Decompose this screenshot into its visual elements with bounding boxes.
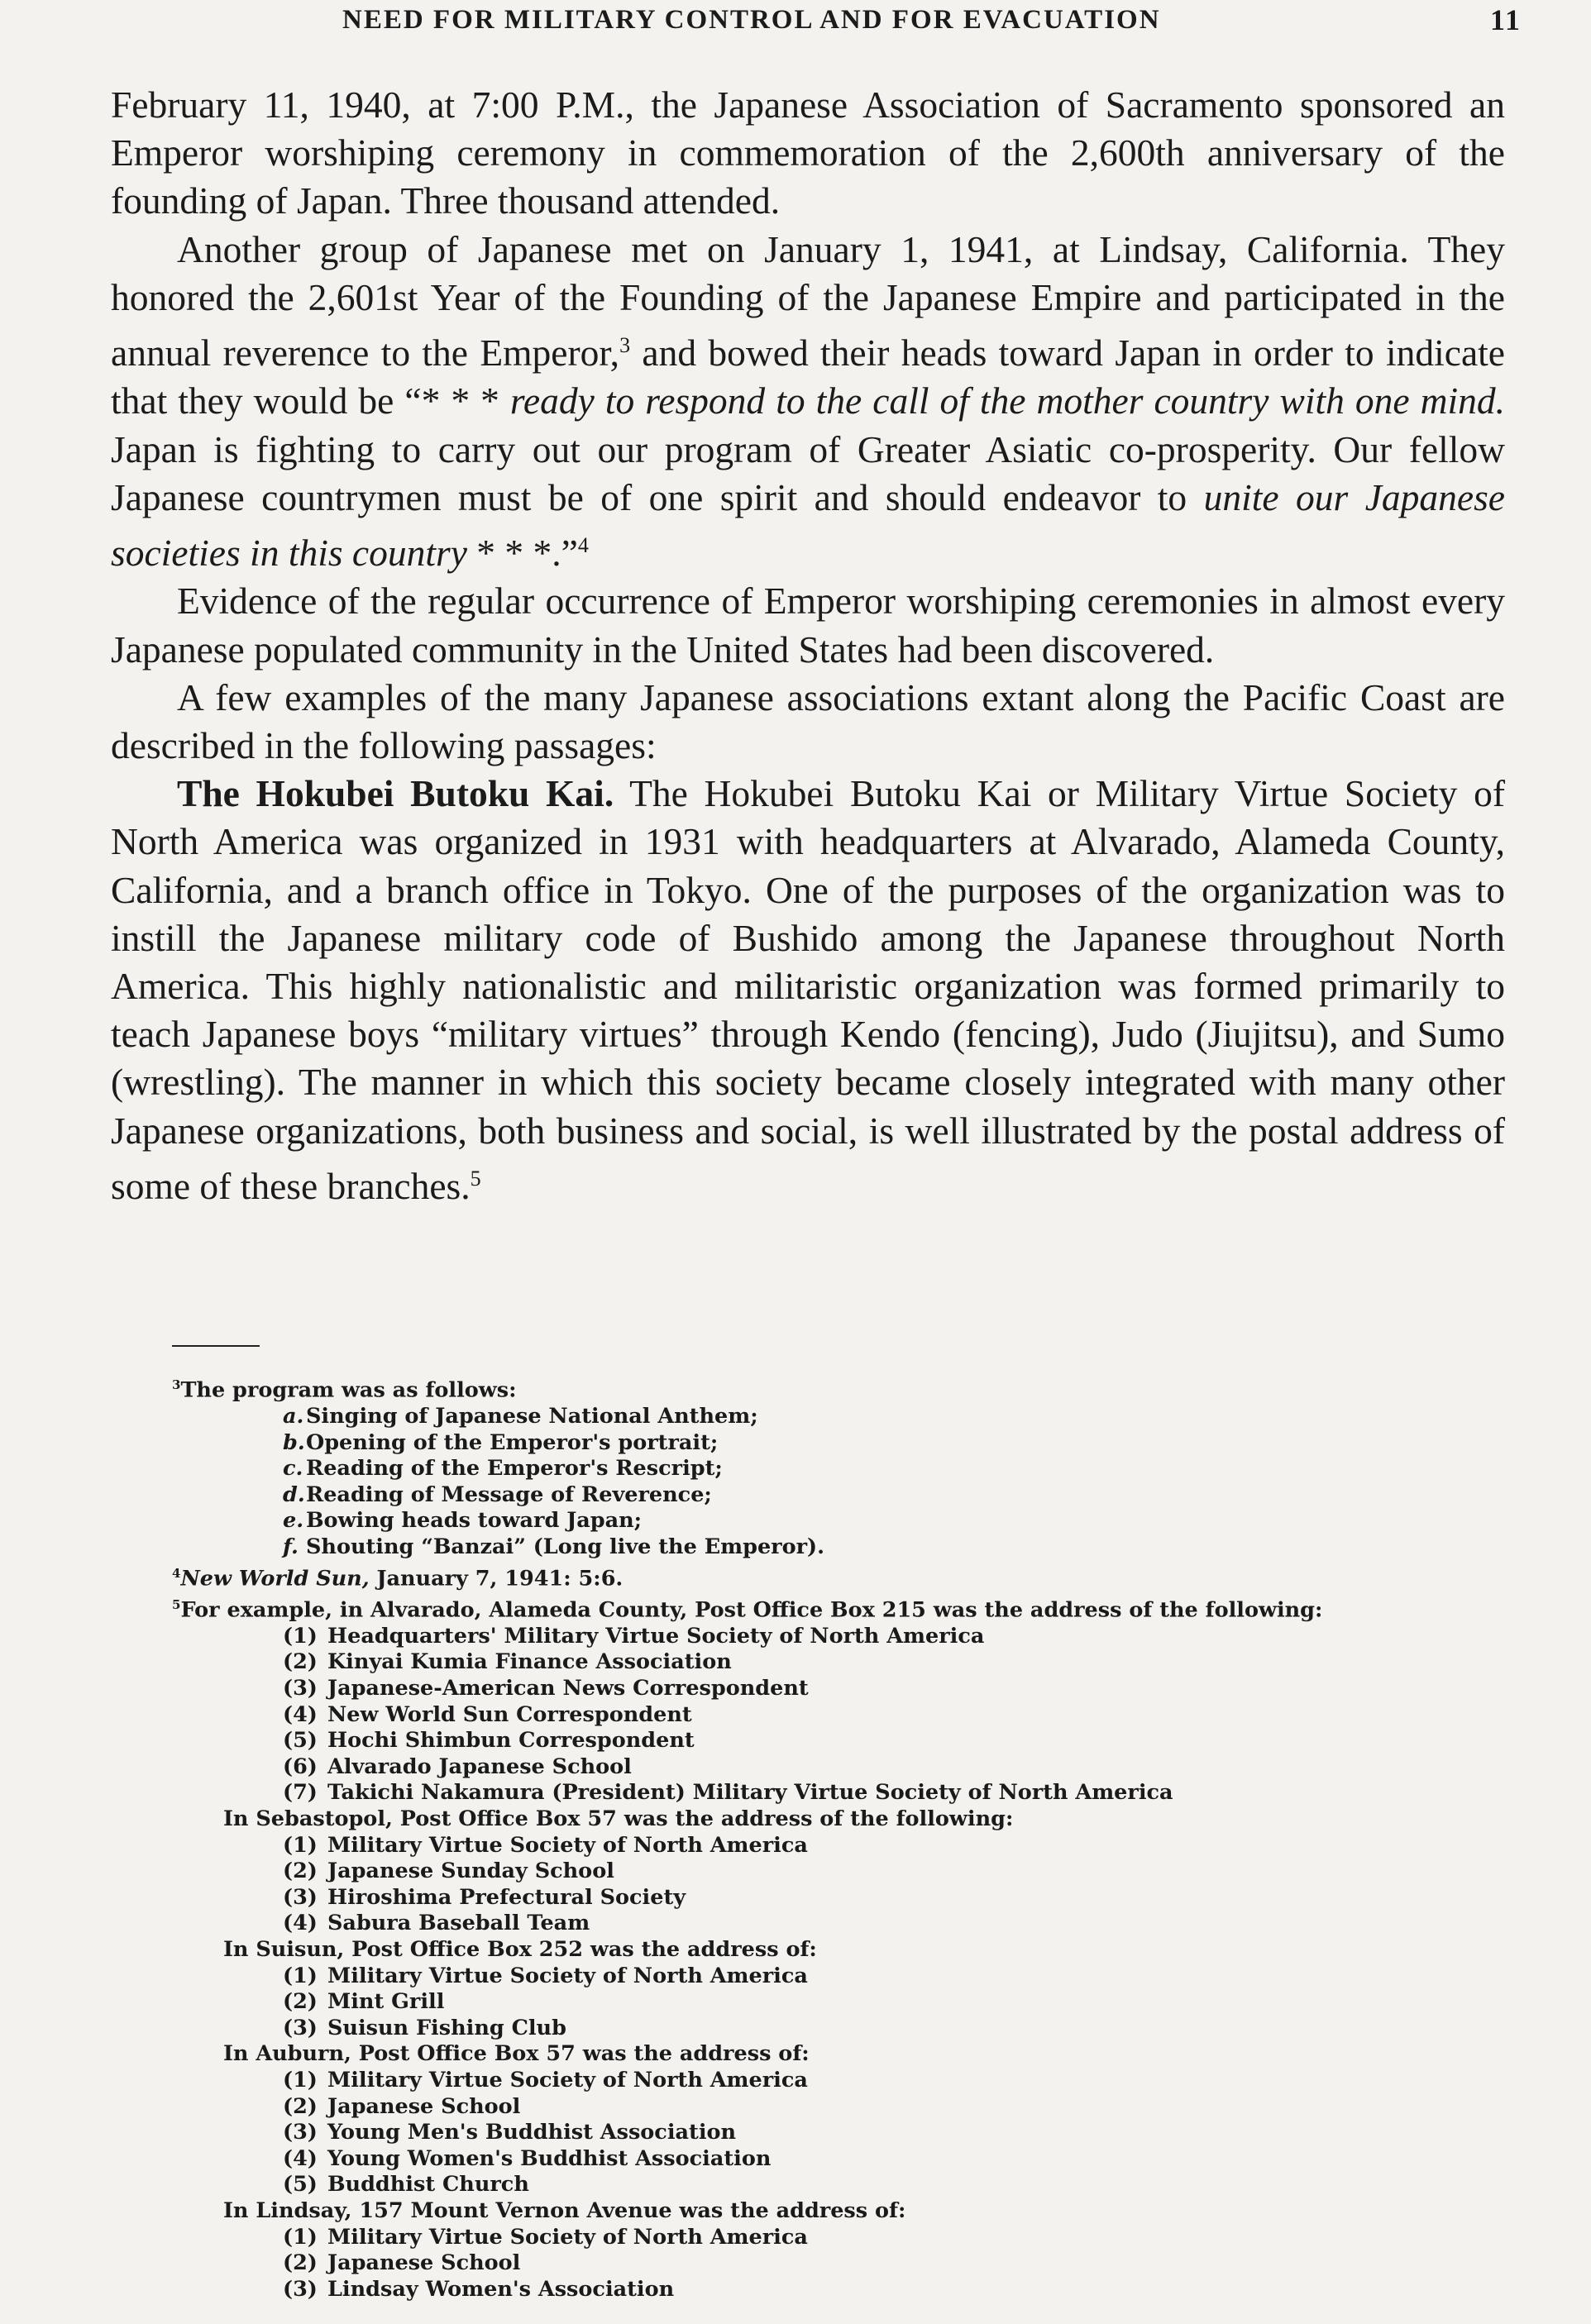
item-text: Mint Grill	[327, 1989, 445, 2015]
p5-text: The Hokubei Butoku Kai or Military Virtue Society of North America was organized in 1931 with headquarters at Alvarado, Alameda County, California, and a branch office in Tokyo. One of the purposes of the organization was to instill the Japanese military code of Bushido among the Japanese throughout North America. This highly nationalistic and militaristic organization was formed primarily to teach Japanese boys “military virtues” through Kendo (fencing), Judo (Jiujitsu), and Sumo (wrestling). The manner in which this society became closely integrated with many other Japanese organizations, both business and social, is well illustrated by the postal address of some of these branches.	[111, 772, 1505, 1207]
program-item-letter: d.	[283, 1482, 305, 1507]
alvarado-address-item	[172, 1754, 1479, 1781]
item-text: Japanese School	[327, 2250, 521, 2276]
program-item-text: Opening of the Emperor's portrait;	[306, 1429, 719, 1455]
program-item-text: Reading of Message of Reverence;	[306, 1482, 712, 1507]
item-text: Military Virtue Society of North America	[327, 2224, 808, 2250]
item-number: (6)	[283, 1754, 318, 1779]
auburn-address-item	[172, 2068, 1479, 2094]
program-item	[172, 1456, 1479, 1482]
paragraph-5	[111, 770, 1505, 1210]
item-number: (2)	[283, 2093, 318, 2119]
suisun-address-item	[172, 1989, 1479, 2016]
suisun-address-item	[172, 1964, 1479, 1990]
lindsay-heading: In Lindsay, 157 Mount Vernon Avenue was the address of:	[223, 2198, 906, 2223]
p2-text-c: Japan is fighting to carry out our program of Greater Asiatic co-prosperity. Our fellow Japanese countrymen must be of one spirit and should endeavor to	[111, 427, 1505, 518]
auburn-heading: In Auburn, Post Office Box 57 was the address of:	[223, 2041, 810, 2067]
alvarado-address-item	[172, 1780, 1479, 1806]
program-item-text: Shouting “Banzai” (Long live the Emperor).	[306, 1534, 824, 1560]
program-item	[172, 1508, 1479, 1534]
p2-italic-1: ready to respond to the call of the mother country with one mind.	[509, 379, 1505, 422]
item-number: (7)	[283, 1780, 318, 1806]
alvarado-address-item	[172, 1728, 1479, 1754]
footnote-ref-5[interactable]: 5	[470, 1166, 481, 1191]
footnote-5-marker: 5	[172, 1596, 181, 1612]
footnote-ref-3[interactable]: 3	[619, 333, 631, 358]
program-item	[172, 1482, 1479, 1509]
program-item-text: Reading of the Emperor's Rescript;	[306, 1456, 723, 1482]
item-text: Buddhist Church	[327, 2172, 529, 2198]
program-item-letter: e.	[283, 1508, 304, 1534]
footnote-3-intro: The program was as follows:	[180, 1377, 517, 1403]
item-number: (3)	[283, 2015, 318, 2040]
item-number: (1)	[283, 2224, 318, 2250]
item-text: New World Sun Correspondent	[327, 1701, 692, 1727]
auburn-list	[172, 2068, 1479, 2198]
sebastopol-address-item	[172, 1885, 1479, 1911]
lindsay-address-item	[172, 2250, 1479, 2277]
lindsay-address-item	[172, 2225, 1479, 2251]
footnote-5-intro: For example, in Alvarado, Alameda County, Post Office Box 215 was the address of the following:	[180, 1597, 1323, 1623]
footnotes	[172, 1372, 1479, 2303]
item-number: (2)	[283, 1649, 318, 1675]
item-text: Military Virtue Society of North America	[327, 1832, 808, 1858]
footnote-3-list	[172, 1404, 1479, 1561]
program-item-text: Bowing heads toward Japan;	[306, 1508, 643, 1534]
program-item-letter: a.	[283, 1404, 304, 1429]
paragraph-1: February 11, 1940, at 7:00 P.M., the Japanese Association of Sacramento sponsored an Emperor worshiping ceremony in commemoration of the 2,600th anniversary of the founding of Japan. Three thousand attended.	[111, 84, 1505, 222]
paragraph-3: Evidence of the regular occurrence of Emperor worshiping ceremonies in almost every Japanese populated community in the United States had been discovered.	[111, 580, 1505, 670]
item-number: (2)	[283, 1859, 318, 1884]
item-text: Hochi Shimbun Correspondent	[327, 1728, 695, 1754]
lindsay-list	[172, 2225, 1479, 2303]
p2-italic-2: unite our Japanese societies in this country	[111, 475, 1505, 575]
suisun-address-item	[172, 2016, 1479, 2042]
program-item-letter: f.	[283, 1534, 299, 1560]
program-item	[172, 1430, 1479, 1457]
page-number: 11	[1489, 3, 1522, 36]
sebastopol-address-item	[172, 1911, 1479, 1937]
lindsay-address-item	[172, 2277, 1479, 2303]
sebastopol-list	[172, 1833, 1479, 1937]
item-number: (1)	[283, 1832, 318, 1858]
auburn-address-item	[172, 2146, 1479, 2173]
alvarado-address-item	[172, 1676, 1479, 1702]
program-item-letter: c.	[283, 1456, 303, 1482]
footnote-3	[172, 1372, 1479, 1404]
body-text	[111, 81, 1505, 1210]
item-number: (2)	[283, 1989, 318, 2015]
section-run-in-heading: The Hokubei Butoku Kai.	[177, 772, 614, 815]
footnote-5	[172, 1592, 1479, 1624]
item-text: Lindsay Women's Association	[327, 2276, 675, 2302]
alvarado-list	[172, 1624, 1479, 1806]
suisun-list	[172, 1964, 1479, 2042]
item-number: (3)	[283, 1884, 318, 1910]
auburn-address-item	[172, 2172, 1479, 2198]
item-number: (2)	[283, 2250, 318, 2276]
item-text: Japanese Sunday School	[327, 1859, 614, 1884]
item-text: Headquarters' Military Virtue Society of North America	[327, 1623, 985, 1649]
item-number: (4)	[283, 1911, 318, 1936]
program-item	[172, 1534, 1479, 1561]
item-number: (3)	[283, 1676, 318, 1701]
sebastopol-heading: In Sebastopol, Post Office Box 57 was the address of the following:	[223, 1806, 1014, 1831]
auburn-address-item	[172, 2094, 1479, 2121]
item-number: (1)	[283, 1963, 318, 1988]
item-number: (4)	[283, 2145, 318, 2171]
footnote-4	[172, 1561, 1479, 1592]
item-text: Military Virtue Society of North America	[327, 1963, 808, 1988]
item-text: Hiroshima Prefectural Society	[327, 1884, 686, 1910]
item-number: (4)	[283, 1701, 318, 1727]
footnote-3-marker: 3	[172, 1377, 181, 1392]
item-text: Alvarado Japanese School	[327, 1754, 632, 1779]
sebastopol-address-item	[172, 1859, 1479, 1885]
item-text: Young Women's Buddhist Association	[327, 2145, 772, 2171]
paragraph-4: A few examples of the many Japanese associations extant along the Pacific Coast are described in the following passages:	[111, 675, 1505, 766]
footnote-4-marker: 4	[172, 1565, 181, 1581]
program-item-letter: b.	[283, 1429, 305, 1455]
p2-text-b: and bowed their heads toward Japan in order to indicate that they would be “* * *	[111, 332, 1505, 422]
p2-text-d: * * *.”	[466, 532, 578, 575]
item-text: Young Men's Buddhist Association	[327, 2120, 737, 2145]
footnote-4-rest: January 7, 1941: 5:6.	[369, 1566, 624, 1591]
footnote-ref-4[interactable]: 4	[577, 532, 589, 557]
alvarado-address-item	[172, 1702, 1479, 1729]
alvarado-address-item	[172, 1649, 1479, 1676]
alvarado-address-item	[172, 1624, 1479, 1650]
item-number: (1)	[283, 1623, 318, 1649]
p2-text-a: Another group of Japanese met on January 1, 1941, at Lindsay, California. They honored the 2,601st Year of the Founding of the Japanese Empire and participated in the annual reverence to the Emperor,	[111, 227, 1505, 375]
item-number: (3)	[283, 2276, 318, 2302]
item-number: (5)	[283, 2172, 318, 2198]
item-text: Sabura Baseball Team	[327, 1911, 590, 1936]
suisun-heading: In Suisun, Post Office Box 252 was the address of:	[223, 1936, 817, 1962]
running-title: NEED FOR MILITARY CONTROL AND FOR EVACUATION	[342, 4, 1161, 35]
running-header	[111, 0, 1522, 40]
item-text: Kinyai Kumia Finance Association	[327, 1649, 732, 1675]
program-item-text: Singing of Japanese National Anthem;	[306, 1404, 758, 1429]
item-text: Japanese-American News Correspondent	[327, 1676, 809, 1701]
item-number: (5)	[283, 1728, 318, 1754]
auburn-address-item	[172, 2120, 1479, 2146]
item-text: Takichi Nakamura (President) Military Virtue Society of North America	[327, 1780, 1173, 1806]
footnote-4-source: New World Sun,	[180, 1566, 370, 1591]
footnote-rule	[172, 1345, 260, 1347]
item-text: Japanese School	[327, 2093, 521, 2119]
item-text: Military Virtue Society of North America	[327, 2067, 808, 2093]
item-number: (3)	[283, 2120, 318, 2145]
program-item	[172, 1404, 1479, 1430]
sebastopol-address-item	[172, 1833, 1479, 1859]
item-text: Suisun Fishing Club	[327, 2015, 566, 2040]
item-number: (1)	[283, 2067, 318, 2093]
paragraph-2	[111, 226, 1505, 578]
